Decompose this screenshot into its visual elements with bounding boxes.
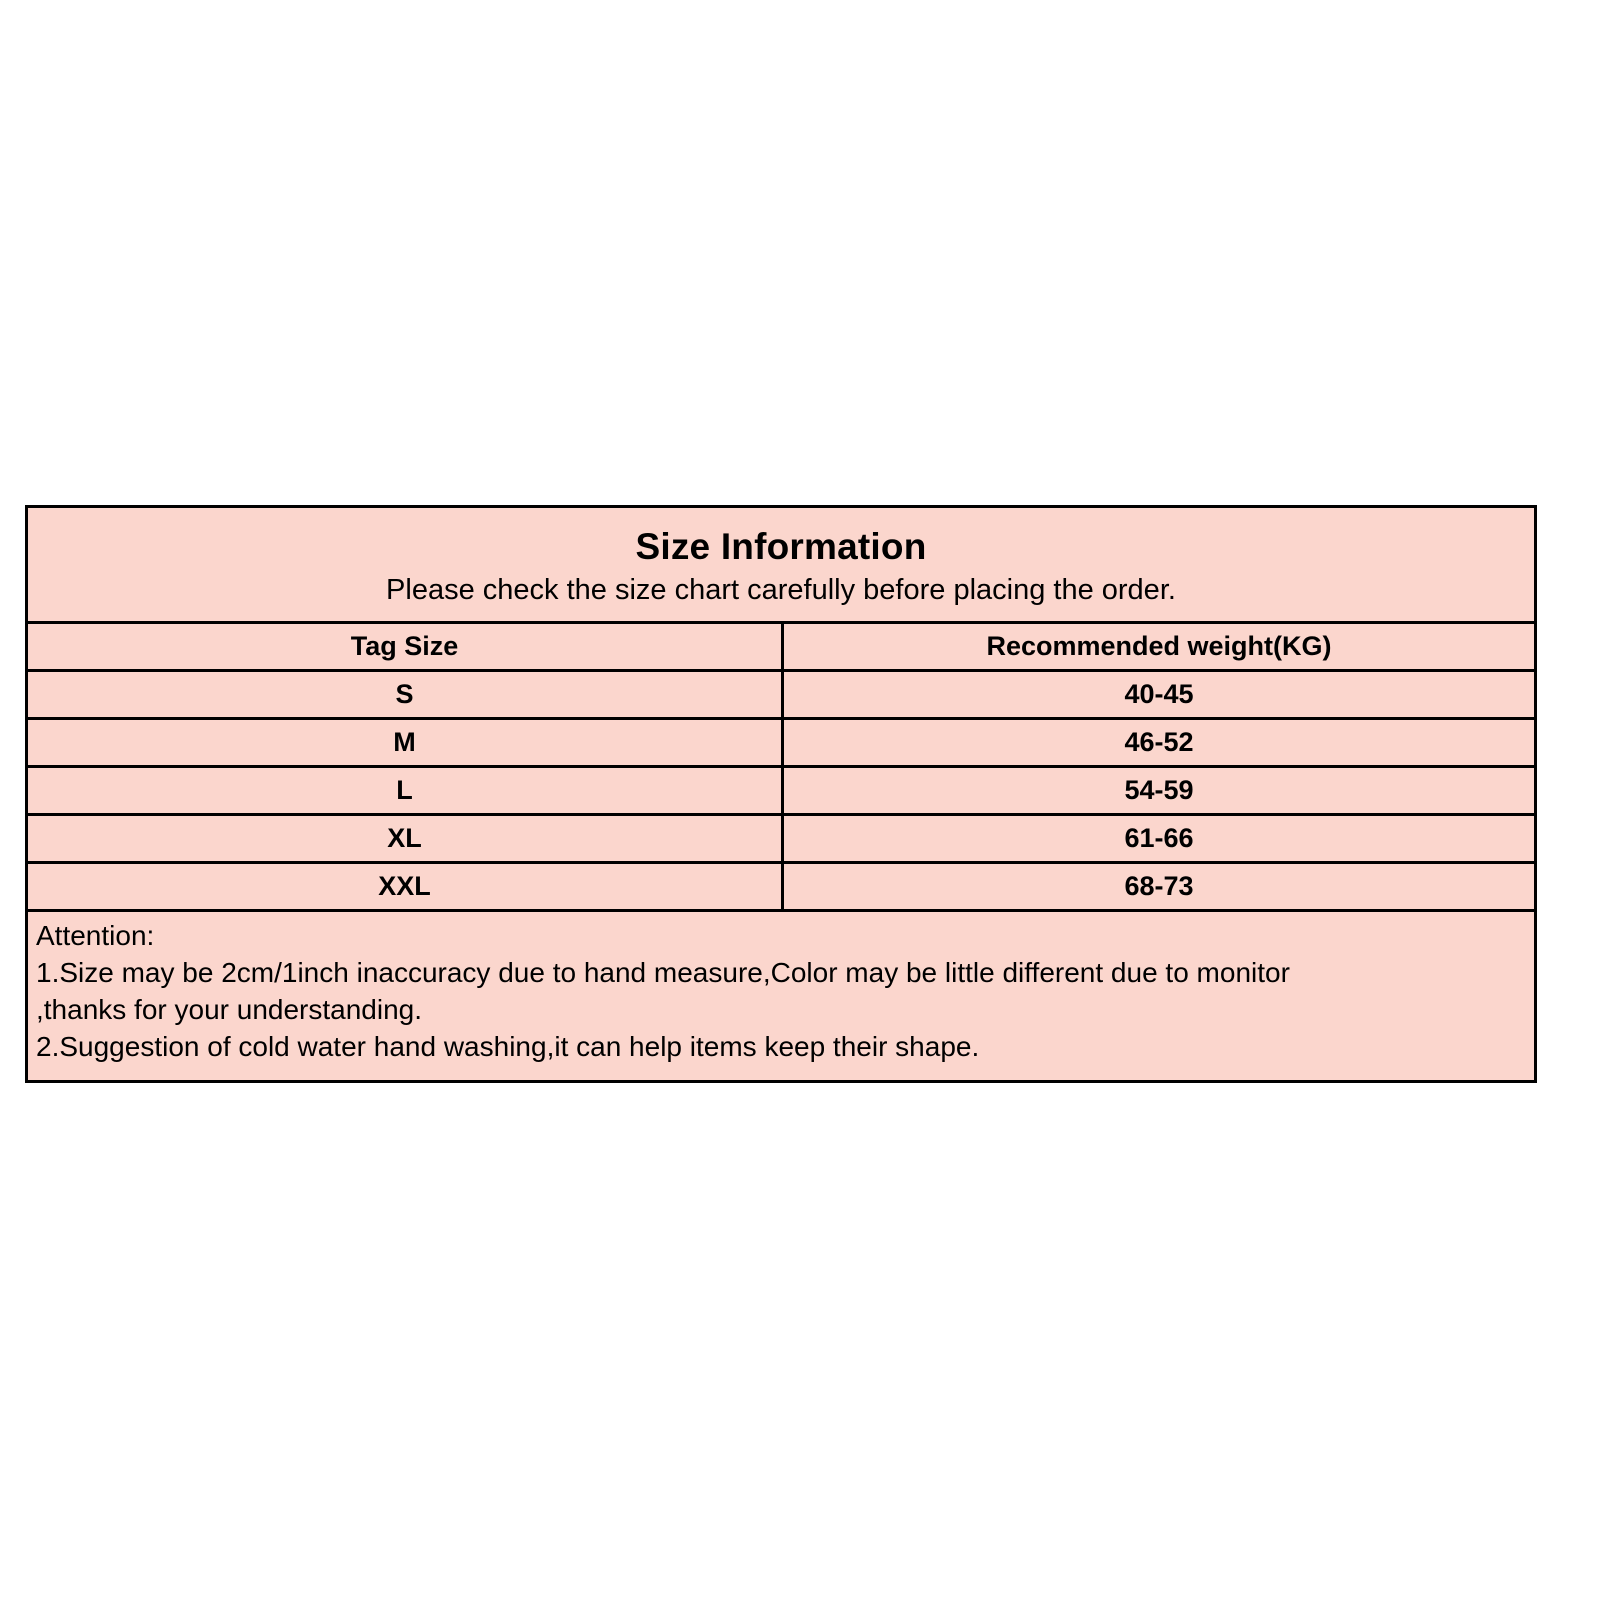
table-header-row [28, 623, 1534, 671]
cell-tag-size: M [28, 719, 783, 767]
chart-subtitle: Please check the size chart carefully before placing the order. [386, 574, 1176, 606]
cell-weight: 40-45 [783, 671, 1535, 719]
table-row [28, 719, 1534, 767]
cell-weight: 61-66 [783, 815, 1535, 863]
cell-weight: 68-73 [783, 863, 1535, 910]
page-title: Size Information [635, 526, 927, 567]
column-header-recommended-weight: Recommended weight(KG) [783, 623, 1535, 671]
size-table [28, 621, 1534, 909]
cell-tag-size: L [28, 767, 783, 815]
column-header-tag-size: Tag Size [28, 623, 783, 671]
cell-weight: 46-52 [783, 719, 1535, 767]
table-row [28, 863, 1534, 910]
cell-tag-size: XL [28, 815, 783, 863]
attention-note-1: 1.Size may be 2cm/1inch inaccuracy due to hand measure,Color may be little different due to monitor [36, 956, 1290, 988]
table-row [28, 815, 1534, 863]
attention-note-1-continued: ,thanks for your understanding. [36, 993, 423, 1025]
attention-heading: Attention: [36, 920, 155, 951]
cell-tag-size: XXL [28, 863, 783, 910]
attention-note-2: 2.Suggestion of cold water hand washing,it can help items keep their shape. [36, 1030, 980, 1062]
cell-weight: 54-59 [783, 767, 1535, 815]
table-row [28, 671, 1534, 719]
attention-section [28, 909, 1534, 1080]
size-information-panel [25, 505, 1537, 1083]
table-row [28, 767, 1534, 815]
cell-tag-size: S [28, 671, 783, 719]
